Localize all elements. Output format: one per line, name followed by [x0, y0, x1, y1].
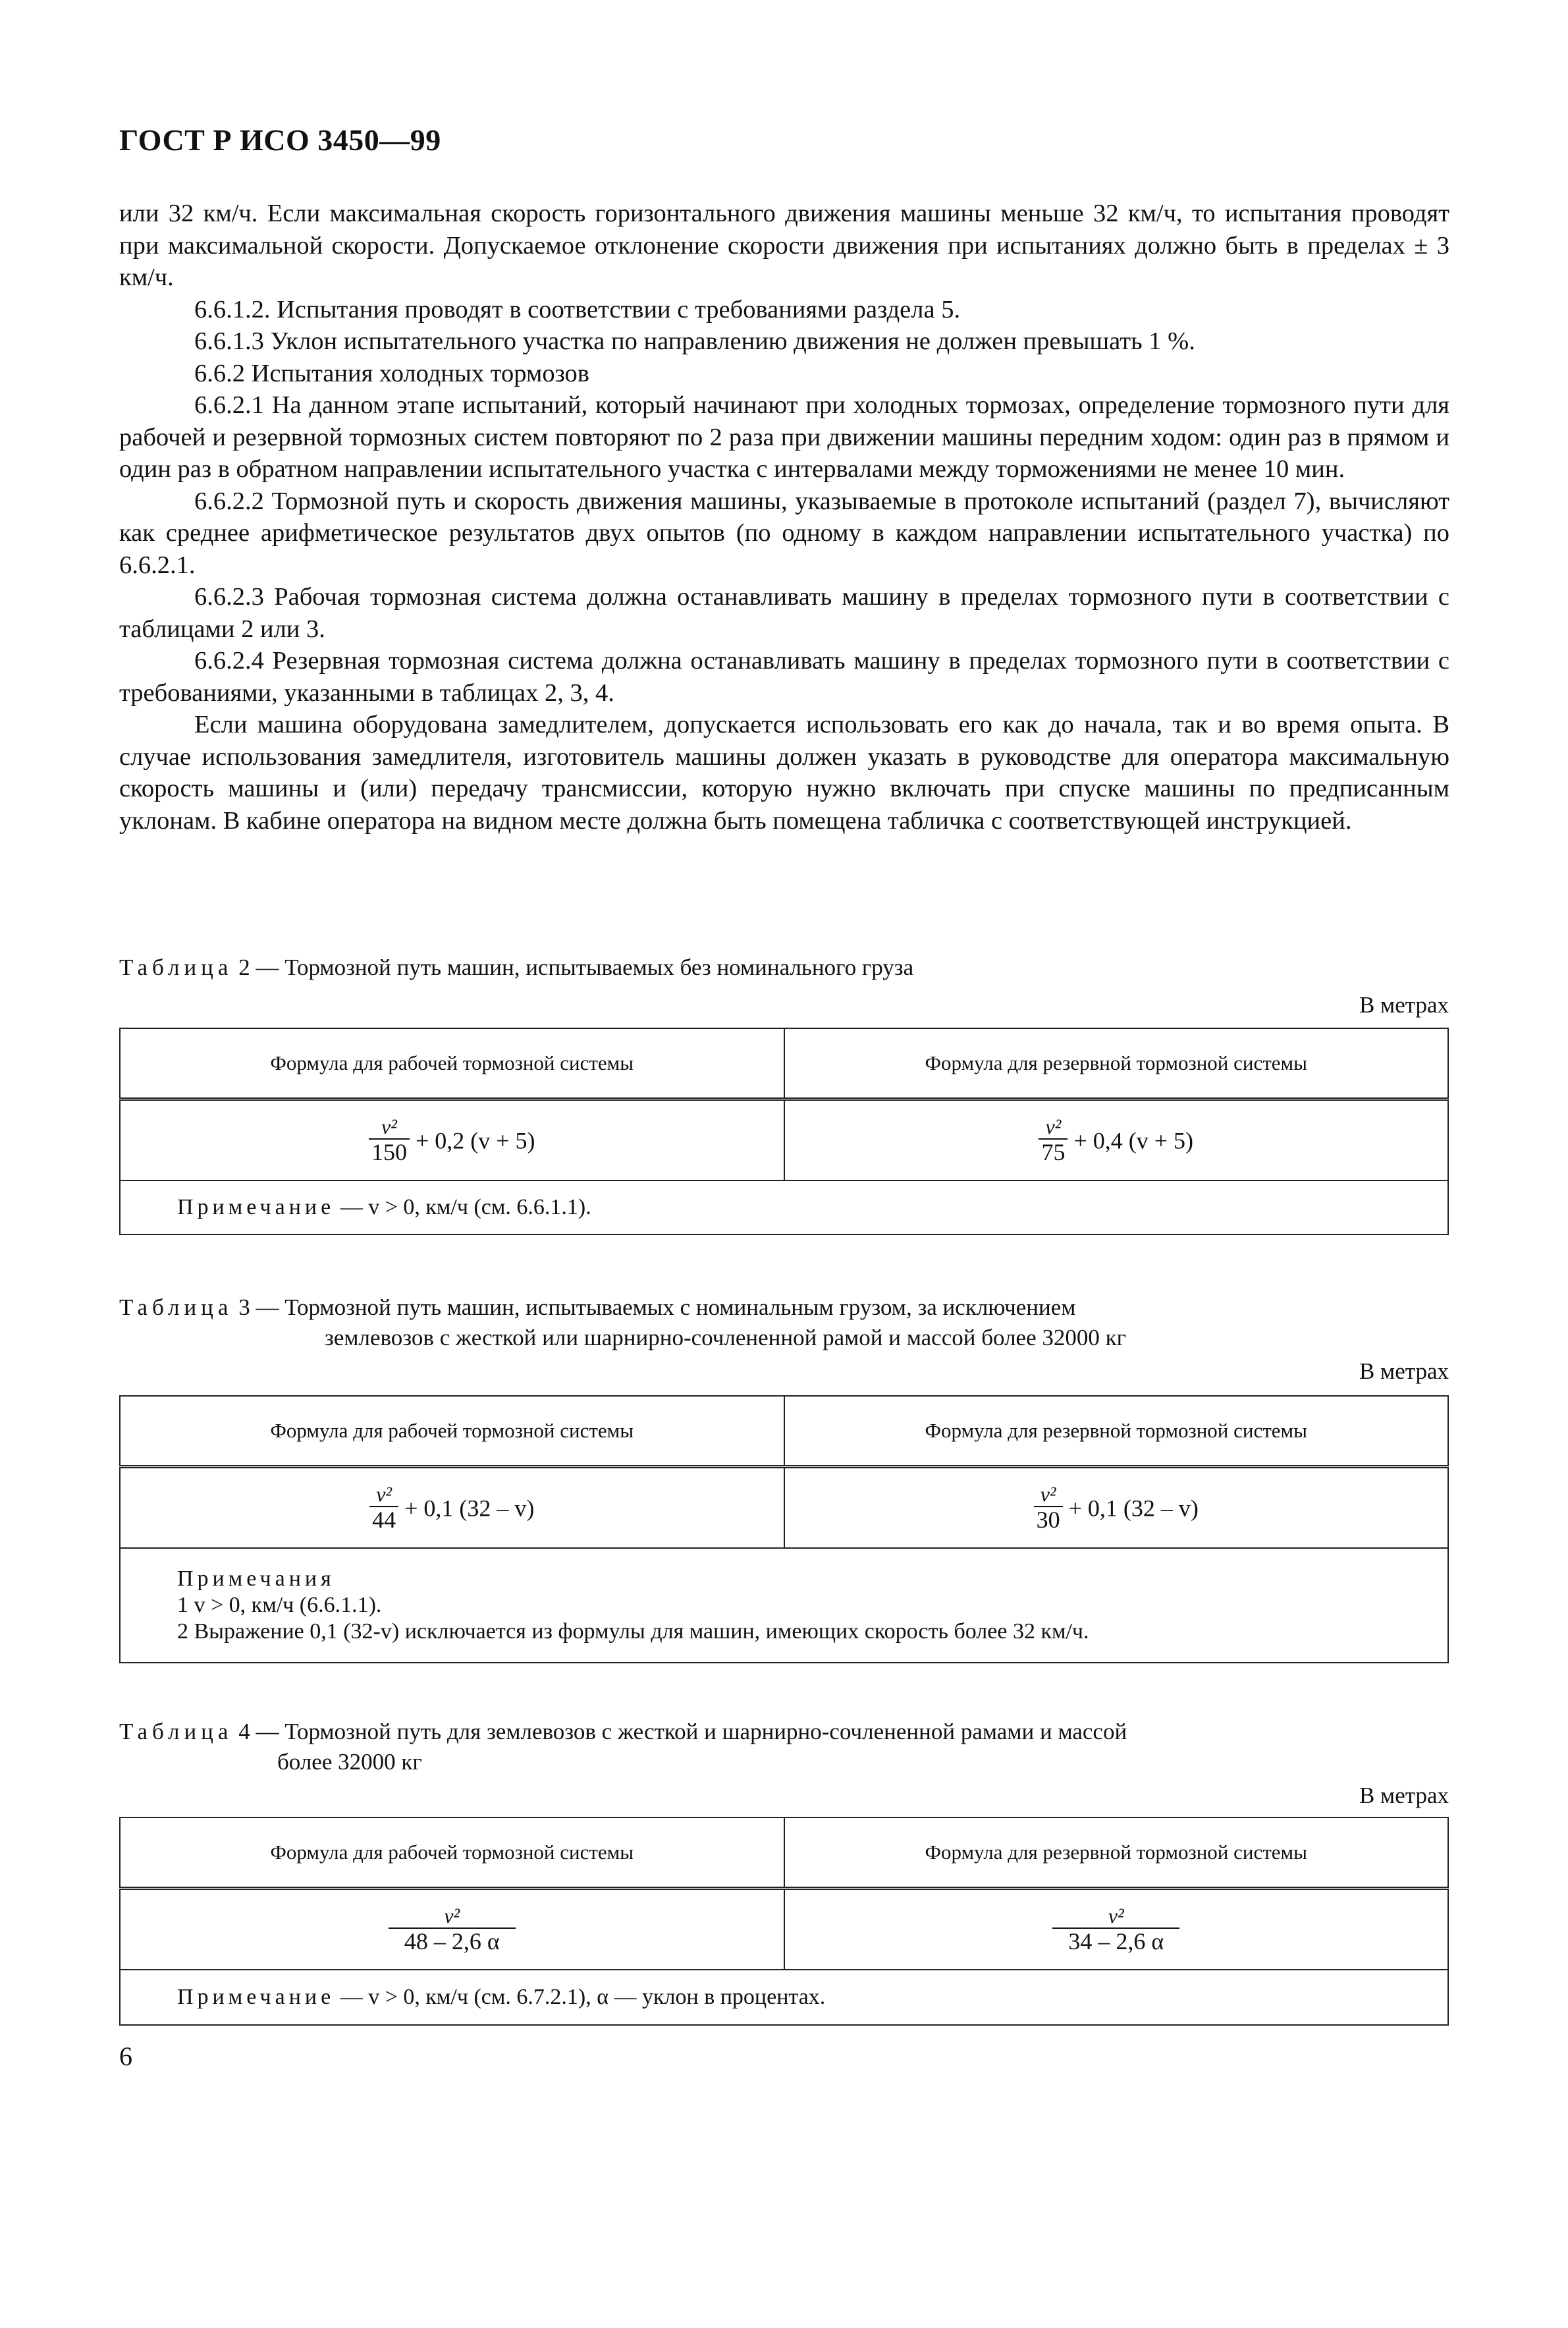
formula-work: [120, 1889, 784, 1970]
table-label: Таблица: [119, 1294, 233, 1320]
paragraph: 6.6.2.3 Рабочая тормозная система должна останавливать машину в пределах тормозного пути в соответствии с таблицами 2 или 3.: [119, 583, 1449, 643]
formula-denominator: 75: [1039, 1138, 1068, 1166]
note-item: 1 v > 0, км/ч (6.6.1.1).: [177, 1593, 382, 1617]
note-text: — v > 0, км/ч (см. 6.6.1.1).: [335, 1195, 591, 1219]
formula-numerator: v²: [444, 1903, 460, 1927]
table-label: Таблица: [119, 955, 233, 980]
formula-reserve: [784, 1467, 1449, 1549]
page-number: 6: [119, 2041, 132, 2071]
formula-denominator: 30: [1034, 1506, 1063, 1534]
formula-tail: + 0,4 (v + 5): [1073, 1127, 1194, 1153]
column-header-work: Формула для рабочей тормозной системы: [120, 1028, 784, 1099]
note-label: Примечание: [177, 1195, 335, 1219]
column-header-reserve: Формула для резервной тормозной системы: [784, 1396, 1449, 1467]
column-header-reserve: Формула для резервной тормозной системы: [784, 1817, 1449, 1889]
formula-tail: + 0,1 (32 – v): [1068, 1495, 1199, 1521]
formula-denominator: 34 – 2,6 α: [1052, 1927, 1179, 1955]
table-4-caption-text: 4 — Тормозной путь для землевозов с жесткой и шарнирно-сочлененной рамами и массой: [238, 1719, 1127, 1744]
note-item: 2 Выражение 0,1 (32-v) исключается из формулы для машин, имеющих скорость более 32 км/ч.: [177, 1619, 1089, 1644]
notes-label: Примечания: [177, 1566, 335, 1591]
table-4-unit: В метрах: [1359, 1783, 1449, 1808]
note-text: — v > 0, км/ч (см. 6.7.2.1), α — уклон в процентах.: [335, 1985, 826, 2009]
table-4-caption-continuation: более 32000 кг: [277, 1749, 422, 1775]
formula-reserve: [784, 1099, 1449, 1181]
table-2: [119, 1028, 1449, 1235]
formula-work: [120, 1099, 784, 1181]
column-header-reserve: Формула для резервной тормозной системы: [784, 1028, 1449, 1099]
table-3-caption: [119, 1292, 1443, 1353]
formula-numerator: v²: [1108, 1903, 1124, 1927]
table-2-caption: [119, 953, 1443, 983]
table-2-note: [120, 1180, 1448, 1234]
document-header: ГОСТ Р ИСО 3450—99: [119, 123, 441, 157]
formula-reserve: [784, 1889, 1449, 1970]
table-4-note: [120, 1970, 1448, 2025]
table-3: [119, 1395, 1449, 1663]
formula-numerator: v²: [376, 1482, 392, 1506]
table-3-notes: [120, 1548, 1448, 1663]
paragraph: 6.6.1.3 Уклон испытательного участка по направлению движения не должен превышать 1 %.: [194, 327, 1195, 355]
note-label: Примечание: [177, 1985, 335, 2009]
formula-work: [120, 1467, 784, 1549]
table-3-unit: В метрах: [1359, 1358, 1449, 1384]
formula-denominator: 48 – 2,6 α: [389, 1927, 516, 1955]
paragraph: 6.6.2.2 Тормозной путь и скорость движения машины, указываемые в протоколе испытаний (раздел 7), вычисляют как среднее арифметическое результатов двух опытов (по одному в каждом направлении испытательного участка) по 6.6.2.1.: [119, 487, 1449, 579]
paragraph: Если машина оборудована замедлителем, допускается использовать его как до начала, так и во время опыта. В случае использования замедлителя, изготовитель машины должен указать в руководстве для оператора максимальную скорость машины и (или) передачу трансмиссии, которую нужно включать при спуске машины по предписанным уклонам. В кабине оператора на видном месте должна быть помещена табличка с соответствующей инструкцией.: [119, 711, 1449, 835]
table-3-caption-continuation: землевозов с жесткой или шарнирно-сочлененной рамой и массой более 32000 кг: [325, 1325, 1126, 1350]
formula-numerator: v²: [381, 1114, 397, 1138]
paragraph: 6.6.1.2. Испытания проводят в соответствии с требованиями раздела 5.: [194, 295, 961, 323]
formula-denominator: 44: [369, 1506, 398, 1534]
table-2-caption-text: 2 — Тормозной путь машин, испытываемых без номинального груза: [238, 955, 914, 980]
paragraph: 6.6.2.1 На данном этапе испытаний, который начинают при холодных тормозах, определение тормозного пути для рабочей и резервной тормозных систем повторяют по 2 раза при движении машины передним ходом: один раз в прямом и один раз в обратном направлении испытательного участка с интервалами между торможениями не менее 10 мин.: [119, 391, 1449, 483]
paragraph: или 32 км/ч. Если максимальная скорость горизонтального движения машины меньше 32 км/ч, то испытания проводят при максимальной скорости. Допускаемое отклонение скорости движения при испытаниях должно быть в пределах ± 3 км/ч.: [119, 200, 1449, 291]
formula-denominator: 150: [369, 1138, 410, 1166]
table-2-unit: В метрах: [1359, 992, 1449, 1018]
column-header-work: Формула для рабочей тормозной системы: [120, 1817, 784, 1889]
formula-numerator: v²: [1040, 1482, 1056, 1506]
table-4: [119, 1817, 1449, 2026]
paragraph: 6.6.2.4 Резервная тормозная система должна останавливать машину в пределах тормозного пути в соответствии с требованиями, указанными в таблицах 2, 3, 4.: [119, 647, 1449, 707]
column-header-work: Формула для рабочей тормозной системы: [120, 1396, 784, 1467]
body-text: [119, 198, 1449, 837]
table-label: Таблица: [119, 1719, 233, 1744]
formula-numerator: v²: [1045, 1114, 1062, 1138]
table-3-caption-text: 3 — Тормозной путь машин, испытываемых с номинальным грузом, за исключением: [238, 1294, 1076, 1320]
section-heading: 6.6.2 Испытания холодных тормозов: [194, 359, 589, 387]
formula-tail: + 0,2 (v + 5): [415, 1127, 535, 1153]
formula-tail: + 0,1 (32 – v): [404, 1495, 535, 1521]
table-4-caption: [119, 1717, 1443, 1777]
